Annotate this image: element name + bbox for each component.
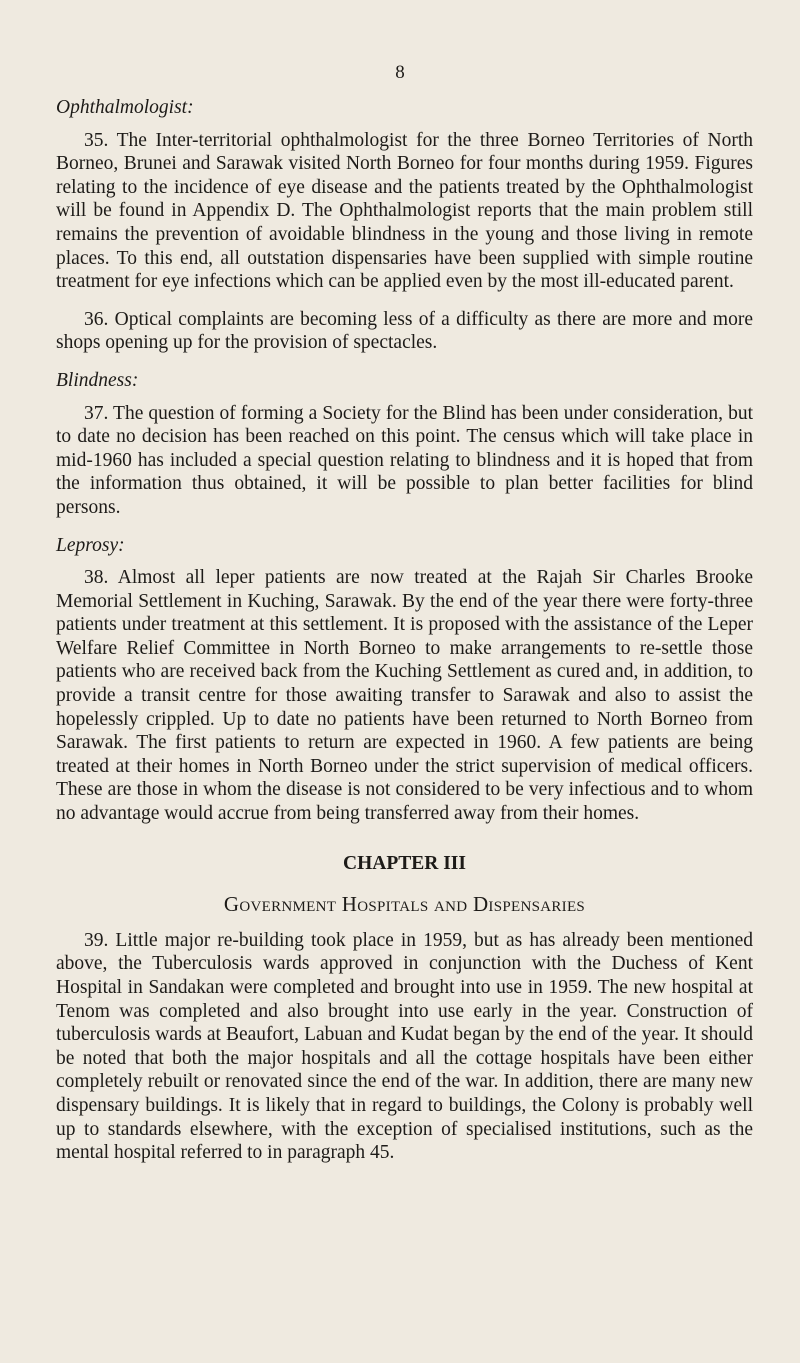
section-heading: Ophthalmologist:	[56, 97, 194, 118]
section-ophthalmologist	[56, 96, 753, 355]
paragraph-39: 39. Little major re-building took place in 1959, but as has already been mentioned above, the Tuberculosis wards approved in conjunction with the Duchess of Kent Hospital in Sandakan were completed and brought into use in 1959. The new hospital at Tenom was completed and also brought into use early in the year. Construction of tuberculosis wards at Beaufort, Labuan and Kudat began by the end of the year. It should be noted that both the major hospitals and all the cottage hospitals have been either completely rebuilt or renovated since the end of the war. In addition, there are many new dispensary buildings. It is likely that in regard to buildings, the Colony is probably well up to standards elsewhere, with the exception of specialised institutions, such as the mental hospital referred to in paragraph 45.	[56, 929, 753, 1164]
section-heading: Leprosy:	[56, 534, 125, 556]
paragraph-38: 38. Almost all leper patients are now treated at the Rajah Sir Charles Brooke Memorial Settlement in Kuching, Sarawak. By the end of the year there were forty-three patients under treatment at this settlement. It is proposed with the assistance of the Leper Welfare Relief Committee in North Borneo to make arrangements to re-settle those patients who are received back from the Kuching Settlement as cured and, in addition, to provide a transit centre for those awaiting transfer to Sarawak and also to assist the hopelessly crippled. Up to date no patients have been returned to North Borneo from Sarawak. The first patients to return are expected in 1960. A few patients are being treated at their homes in North Borneo under the strict supervision of medical officers. These are those in whom the disease is not considered to be very infectious and to whom no advantage would accrue from being transferred away from their homes.	[56, 567, 753, 825]
paragraph-37: 37. The question of forming a Society for the Blind has been under consideration, but to date no decision has been reached on this point. The census which will take place in mid-1960 has included a special question relating to blindness and it is hoped that from the information thus obtained, it will be possible to plan better facilities for blind persons.	[56, 402, 753, 518]
page-number: 8	[395, 62, 405, 83]
chapter-title: CHAPTER III	[343, 852, 466, 874]
section-blindness	[56, 369, 753, 520]
paragraph-35: 35. The Inter-territorial ophthalmologist for the three Borneo Territories of North Borneo, Brunei and Sarawak visited North Borneo for four months during 1959. Figures relating to the incidence of eye disease and the patients treated by the Ophthalmologist will be found in Appendix D. The Ophthalmologist reports that the main problem still remains the prevention of avoidable blindness in the young and those living in remote places. To this end, all outstation dispensaries have been supplied with simple routine treatment for eye infections which can be applied even by the most ill-educated parent.	[56, 129, 753, 293]
section-heading: Blindness:	[56, 369, 139, 391]
paragraph-36: 36. Optical complaints are becoming less of a difficulty as there are more and more shops opening up for the provision of spectacles.	[56, 308, 753, 354]
page-content	[56, 96, 753, 1165]
section-leprosy	[56, 534, 753, 826]
chapter-subtitle: Government Hospitals and Dispensaries	[223, 892, 586, 917]
chapter-section	[56, 852, 753, 1165]
